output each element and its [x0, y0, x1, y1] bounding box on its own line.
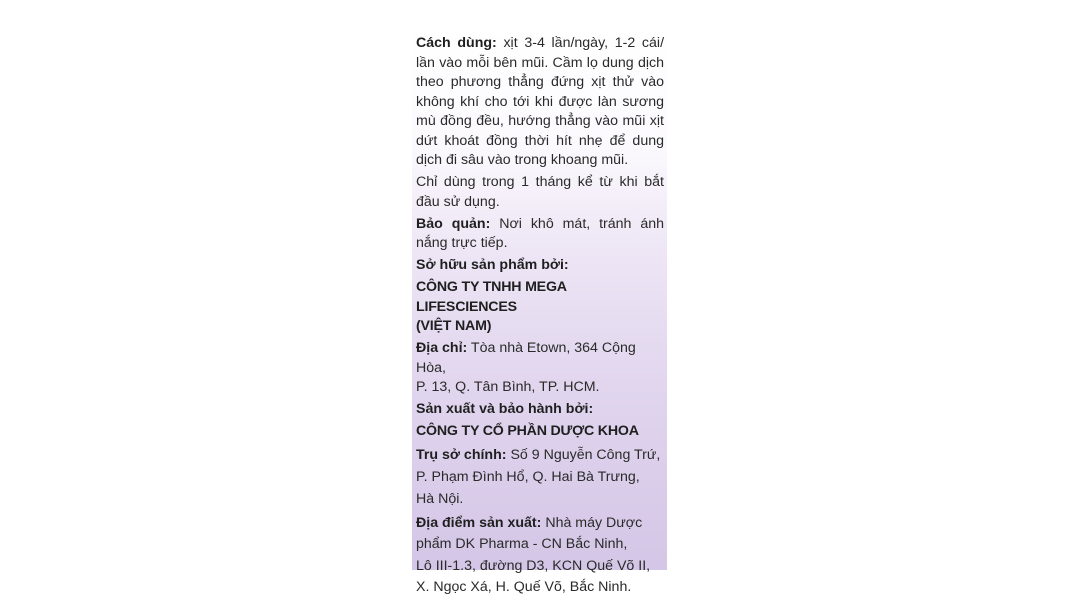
- manufacturer-company: CÔNG TY CỔ PHẦN DƯỢC KHOA: [416, 423, 639, 439]
- manufacturer-hq-label: Trụ sở chính:: [416, 447, 507, 463]
- manufacturer-hq-line2: P. Phạm Đình Hổ, Q. Hai Bà Trưng,: [416, 469, 640, 485]
- manufacturer-site-line3: Lô III-1.3, đường D3, KCN Quế Võ II,: [416, 557, 651, 574]
- manufacturer-hq-line1: Số 9 Nguyễn Công Trứ,: [506, 447, 661, 463]
- usage-text: xịt 3-4 lần/ngày, 1-2 cái/ lần vào mỗi bên mũi. Cầm lọ dung dịch theo phương thẳng đứng xịt thử vào không khí cho tới khi được làn sương mù đồng đều, hướng thẳng vào mũi xịt dứt khoát đồng thời hít nhẹ để dung dịch đi sâu vào trong khoang mũi.: [416, 35, 665, 168]
- usage-paragraph: [416, 34, 664, 171]
- storage-label: Bảo quản:: [416, 215, 491, 232]
- manufacturer-site-line2: phẩm DK Pharma - CN Bắc Ninh,: [416, 536, 628, 552]
- usage-period-paragraph: Chỉ dùng trong 1 tháng kể từ khi bắt đầu sử dụng.: [416, 174, 664, 210]
- owner-address-line2: P. 13, Q. Tân Bình, TP. HCM.: [416, 379, 600, 395]
- storage-text: Nơi khô mát, tránh ánh nắng trực tiếp.: [416, 215, 665, 251]
- manufacturer-hq: [416, 444, 664, 510]
- owner-address-label: Địa chỉ:: [416, 340, 468, 356]
- owner-address-line1: Tòa nhà Etown, 364 Cộng Hòa,: [416, 340, 636, 376]
- manufacturer-heading: Sản xuất và bảo hành bởi:: [416, 401, 594, 417]
- manufacturer-site-line4: X. Ngọc Xá, H. Quế Võ, Bắc Ninh.: [416, 579, 632, 595]
- owner-company: [416, 278, 664, 337]
- owner-company-line1: CÔNG TY TNHH MEGA LIFESCIENCES: [416, 279, 567, 315]
- manufacturer-site: [416, 513, 664, 599]
- manufacturer-site-line1: Nhà máy Dược: [541, 514, 643, 531]
- owner-heading: Sở hữu sản phẩm bởi:: [416, 257, 569, 273]
- owner-company-line2: (VIỆT NAM): [416, 318, 492, 334]
- manufacturer-site-label: Địa điểm sản xuất:: [416, 514, 542, 531]
- owner-address: [416, 339, 664, 398]
- usage-label: Cách dùng:: [416, 35, 497, 51]
- product-label-panel: [412, 28, 667, 595]
- manufacturer-hq-line3: Hà Nội.: [416, 491, 464, 507]
- storage-paragraph: [416, 215, 664, 254]
